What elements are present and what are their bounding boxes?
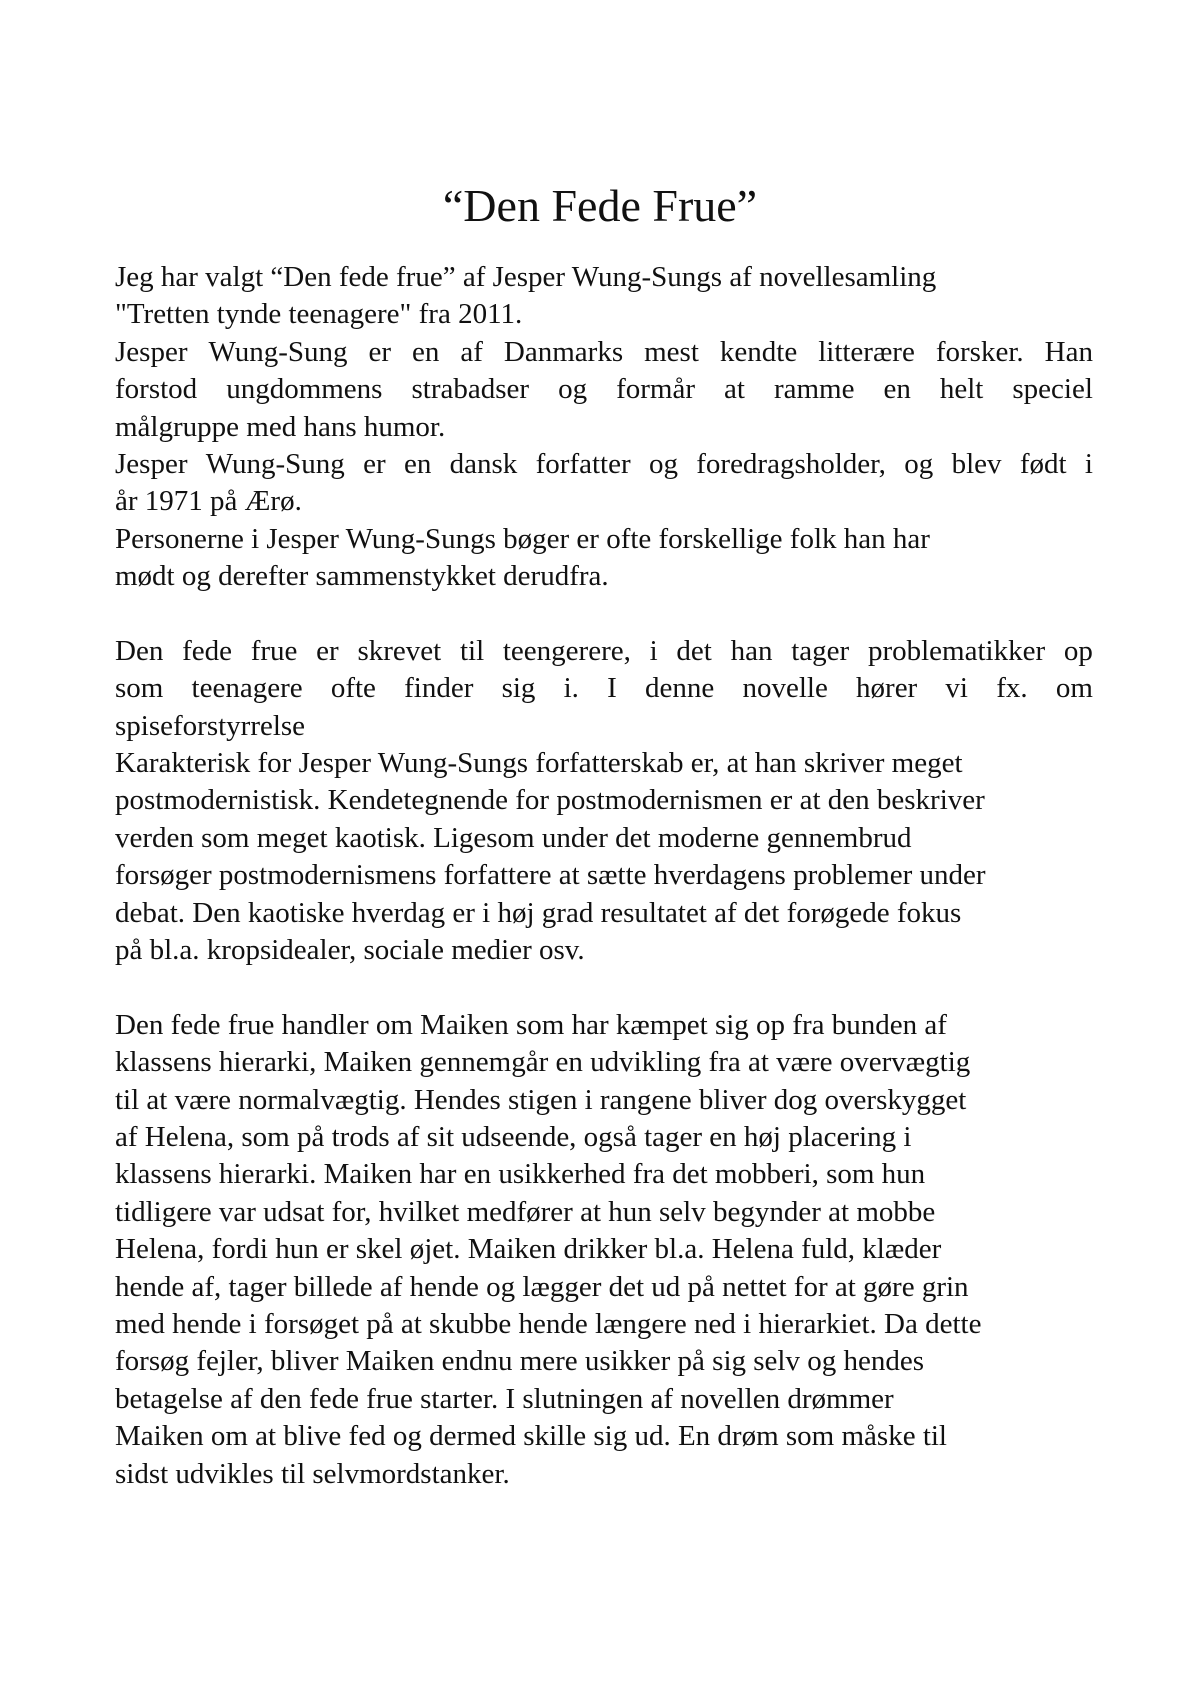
text-line: som teenagere ofte finder sig i. I denne novelle hører vi fx. om xyxy=(115,672,1093,705)
text-line: tidligere var udsat for, hvilket medfører at hun selv begynder at mobbe xyxy=(115,1195,936,1228)
document-title: “Den Fede Frue” xyxy=(442,180,758,231)
paragraph xyxy=(115,259,1093,596)
text-line: Den fede frue er skrevet til teengerere, i det han tager problematikker op xyxy=(115,634,1093,667)
text-line: sidst udvikles til selvmordstanker. xyxy=(115,1457,510,1490)
text-line: Helena, fordi hun er skel øjet. Maiken drikker bl.a. Helena fuld, klæder xyxy=(115,1233,942,1266)
text-line: mødt og derefter sammenstykket derudfra. xyxy=(115,560,609,593)
text-line: hende af, tager billede af hende og lægger det ud på nettet for at gøre grin xyxy=(115,1270,969,1303)
text-line: Karakterisk for Jesper Wung-Sungs forfatterskab er, at han skriver meget xyxy=(115,747,963,780)
text-line: Jeg har valgt “Den fede frue” af Jesper Wung-Sungs af novellesamling xyxy=(115,261,937,293)
text-line: postmodernistisk. Kendetegnende for postmodernismen er at den beskriver xyxy=(115,784,985,817)
text-line: Jesper Wung-Sung er en dansk forfatter og foredragsholder, og blev født i xyxy=(115,447,1093,480)
text-line: klassens hierarki. Maiken har en usikkerhed fra det mobberi, som hun xyxy=(115,1158,926,1191)
text-line: forsøg fejler, bliver Maiken endnu mere usikker på sig selv og hendes xyxy=(115,1345,924,1378)
text-line: af Helena, som på trods af sit udseende, også tager en høj placering i xyxy=(115,1120,912,1153)
text-line: betagelse af den fede frue starter. I slutningen af novellen drømmer xyxy=(115,1382,894,1415)
text-line: spiseforstyrrelse xyxy=(115,709,306,742)
text-line: forstod ungdommens strabadser og formår at ramme en helt speciel xyxy=(115,373,1093,406)
paragraph-spacer xyxy=(115,596,1093,633)
text-line: Personerne i Jesper Wung-Sungs bøger er ofte forskellige folk han har xyxy=(115,522,930,555)
document-body xyxy=(115,259,1093,1493)
text-line: verden som meget kaotisk. Ligesom under det moderne gennembrud xyxy=(115,821,912,854)
text-line: på bl.a. kropsidealer, sociale medier osv. xyxy=(115,934,585,967)
text-line: klassens hierarki, Maiken gennemgår en udvikling fra at være overvægtig xyxy=(115,1046,971,1079)
text-line: "Tretten tynde teenagere" fra 2011. xyxy=(115,298,523,331)
text-line: debat. Den kaotiske hverdag er i høj grad resultatet af det forøgede fokus xyxy=(115,896,962,929)
text-line: med hende i forsøget på at skubbe hende længere ned i hierarkiet. Da dette xyxy=(115,1307,982,1340)
text-line: Maiken om at blive fed og dermed skille sig ud. En drøm som måske til xyxy=(115,1420,947,1453)
paragraph xyxy=(115,1007,1093,1493)
text-line: år 1971 på Ærø. xyxy=(115,485,302,518)
text-line: forsøger postmodernismens forfattere at sætte hverdagens problemer under xyxy=(115,859,986,892)
text-line: Den fede frue handler om Maiken som har kæmpet sig op fra bunden af xyxy=(115,1008,947,1041)
paragraph-spacer xyxy=(115,969,1093,1006)
text-line: målgruppe med hans humor. xyxy=(115,410,446,443)
text-line: til at være normalvægtig. Hendes stigen i rangene bliver dog overskygget xyxy=(115,1083,967,1116)
paragraph xyxy=(115,633,1093,970)
text-line: Jesper Wung-Sung er en af Danmarks mest kendte litterære forsker. Han xyxy=(115,335,1093,368)
